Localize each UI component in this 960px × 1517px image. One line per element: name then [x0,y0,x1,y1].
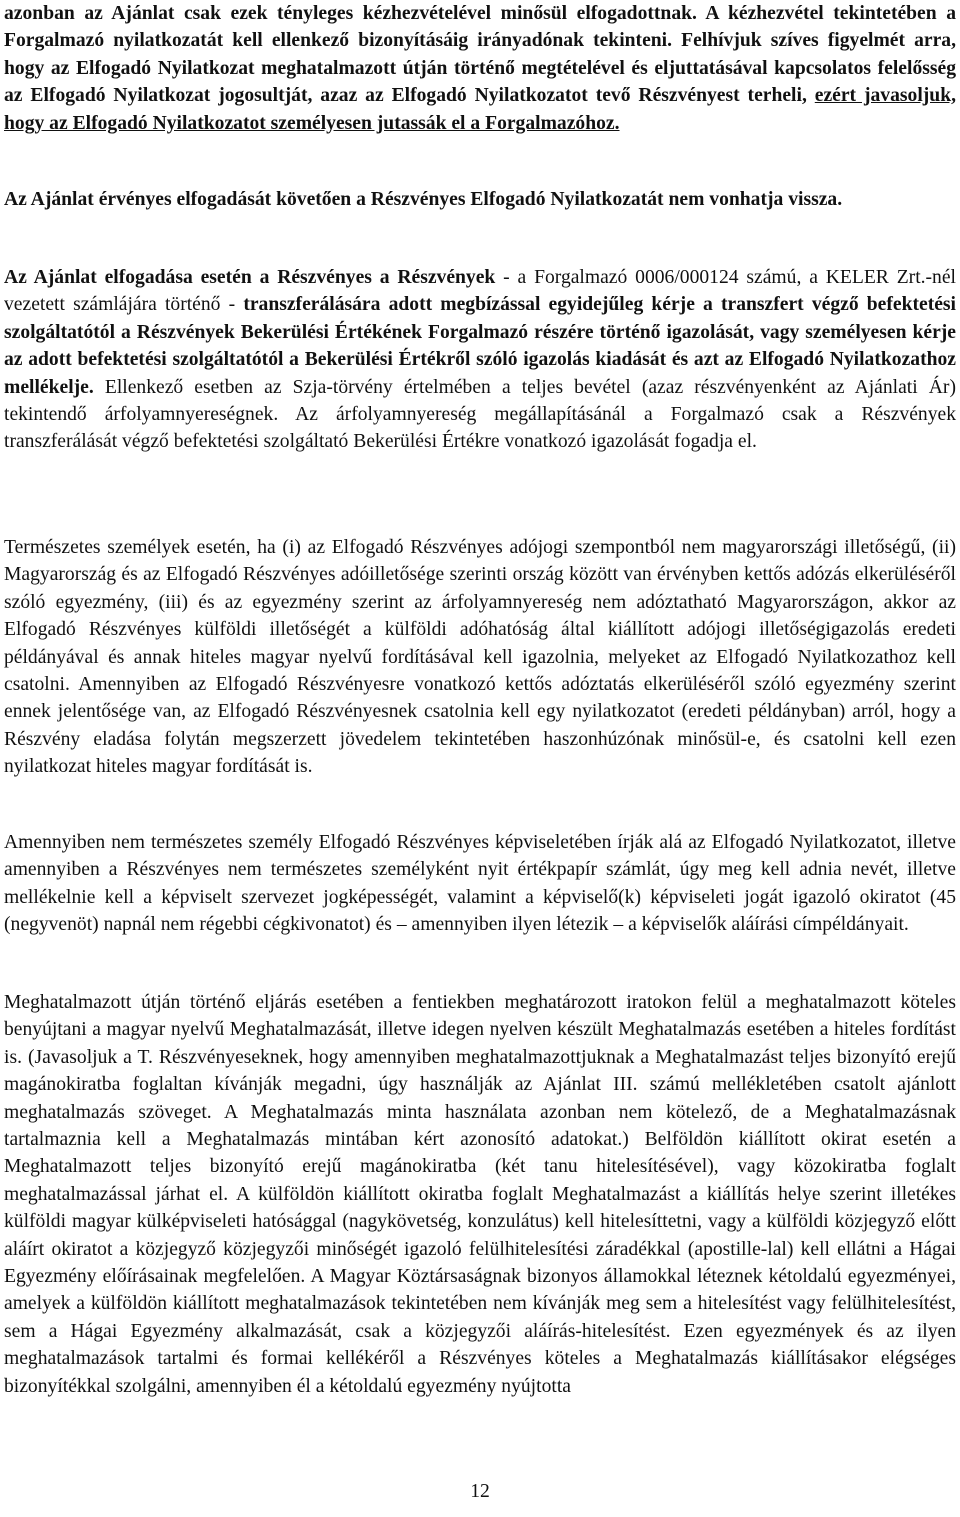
transfer-account-text: - a Forgalmazó 0006/000124 számú, a KELER Zrt.-nél vezetett számlájára történő - [4,267,956,316]
paragraph-natural-persons-tax: Természetes személyek esetén, ha (i) az Elfogadó Részvényes adójogi szempontból nem magyarországi illetőségű, (ii) Magyarország és az Elfogadó Részvényes adóilletősége szerinti ország között van érvényben kettős adózás elkerüléséről szóló egyezmény, (iii) és az egyezmény szerint az árfolyamnyereség nem adóztatható Magyarországon, akkor az Elfogadó Részvényes külföldi illetőségét a külföldi adóhatóság által kiállított adójogi illetőségigazolás eredeti példányával és annak hiteles magyar nyelvű fordításával kell igazolnia, melyeket az Elfogadó Nyilatkozathoz kell csatolni. Amennyiben az Elfogadó Részvényesre vonatkozó kettős adóztatás elkerüléséről szóló egyezmény szerint ennek jelentősége van, az Elfogadó Részvényesnek csatolnia kell egy nyilatkozatot (eredeti példányban) arról, hogy a Részvény eladása folytán megszerzett jövedelem tekintetében haszonhúzónak minősül-e, és csatolni kell ezen nyilatkozat hiteles magyar fordítását is. [4,537,956,778]
paragraph-proxy-procedure: Meghatalmazott útján történő eljárás esetében a fentiekben meghatározott iratokon felül a meghatalmazott köteles benyújtani a magyar nyelvű Meghatalmazását, illetve idegen nyelven készült Meghatalmazás esetében a hiteles fordítást is. (Javasoljuk a T. Részvényeseknek, hogy amennyiben meghatalmazottjuknak a Meghatalmazást teljes bizonyító erejű magánokiratba foglaltan kívánják megadni, úgy használják az Ajánlat III. számú mellékletében csatolt ajánlott meghatalmazás szöveget. A Meghatalmazás minta használata azonban nem kötelező, de a Meghatalmazásnak tartalmaznia kell a Meghatalmazás mintában kért azonosító adatokat.) Belföldön kiállított okirat esetén a Meghatalmazott teljes bizonyító erejű magánokiratba (két tanu hitelesítésével), vagy közokiratba foglalt meghatalmazással járhat el. A külföldön kiállított okiratba foglalt Meghatalmazást a kiállítás helye szerint illetékes külföldi magyar külképviseleti hatósággal (nagykövetség, konzulátus) kell hitelesíttetni, vagy a külföldi közjegyző előtt aláírt okiratot a közjegyző közjegyzői minőségét igazoló felülhitelesítési záradékkal (apostille-lal) kell ellátni a Hágai Egyezmény előírásainak megfelelően. A Magyar Köztársaságnak bizonyos államokkal léteznek kétoldalú egyezményei, amelyek a külföldön kiállított meghatalmazások tekintetében nem kívánják meg sem a hitelesítést vagy felülhitelesítést, sem a Hágai Egyezmény alkalmazását, csak a közjegyzői aláírás-hitelesítést. Ezen egyezmények és az ilyen meghatalmazások tartalmi és formai kellékéről a Részvényes köteles a Meghatalmazás kiállításakor elégséges bizonyítékkal szolgálni, amennyiben él a kétoldalú egyezmény nyújtotta [4,992,956,1397]
paragraph-bold-text: azonban az Ajánlat csak ezek tényleges kézhezvételével minősül elfogadottnak. A kézhezvétel tekintetében a Forgalmazó nyilatkozatát kell ellenkező bizonyításáig irányadónak tekinteni. Felhívjuk szíves figyelmét arra, hogy az Elfogadó Nyilatkozat meghatalmazott útján történő megtételével és eljuttatásával kapcsolatos felelősség az Elfogadó Nyilatkozat jogosultját, azaz az Elfogadó Nyilatkozatot tevő Részvényest terheli, [4,3,956,107]
transfer-instruction-bold-text: transzferálására adott megbízással egyidejűleg kérje a transzfert végző befektetési szolgáltatótól a Részvények Bekerülési Értékének Forgalmazó részére történő igazolását, vagy személyesen kérje az adott befektetési szolgáltatótól a Bekerülési Értékről szóló igazolás kiadását és azt az Elfogadó Nyilatkozathoz mellékelje. [4,294,956,398]
paragraph-legal-entities: Amennyiben nem természetes személy Elfogadó Részvényes képviseletében írják alá az Elfogadó Nyilatkozatot, illetve amennyiben a Részvényes nem természetes személyként nyit értékpapír számlát, úgy meg kell adnia nevét, illetve mellékelnie kell a képviselt szervezet jogképességét, valamint a képviselő(k) képviseleti jogát igazoló okiratot (45 (negyvenöt) napnál nem régebbi cégkivonatot) és – amennyiben ilyen létezik – a képviselők aláírási címpéldányait. [4,832,956,936]
paragraph-share-transfer [4,264,956,456]
paragraph-acceptance-delivery [4,0,956,137]
recommendation-underlined-text: ezért javasoljuk, hogy az Elfogadó Nyilatkozatot személyesen jutassák el a Forgalmazóhoz. [4,85,956,134]
paragraph-irrevocability: Az Ajánlat érvényes elfogadását követően a Részvényes Elfogadó Nyilatkozatát nem vonhatja vissza. [4,189,843,210]
page-number: 12 [470,1481,490,1502]
transfer-bold-text: Az Ajánlat elfogadása esetén a Részvényes a Részvények [4,267,496,288]
capital-gains-text: Ellenkező esetben az Szja-törvény értelmében a teljes bevétel (azaz részvényenként az Ajánlati Ár) tekintendő árfolyamnyereségnek. Az árfolyamnyereség megállapításánál a Forgalmazó csak a Részvények transzferálását végző befektetési szolgáltató Bekerülési Értékre vonatkozó igazolását fogadja el. [4,376,956,453]
